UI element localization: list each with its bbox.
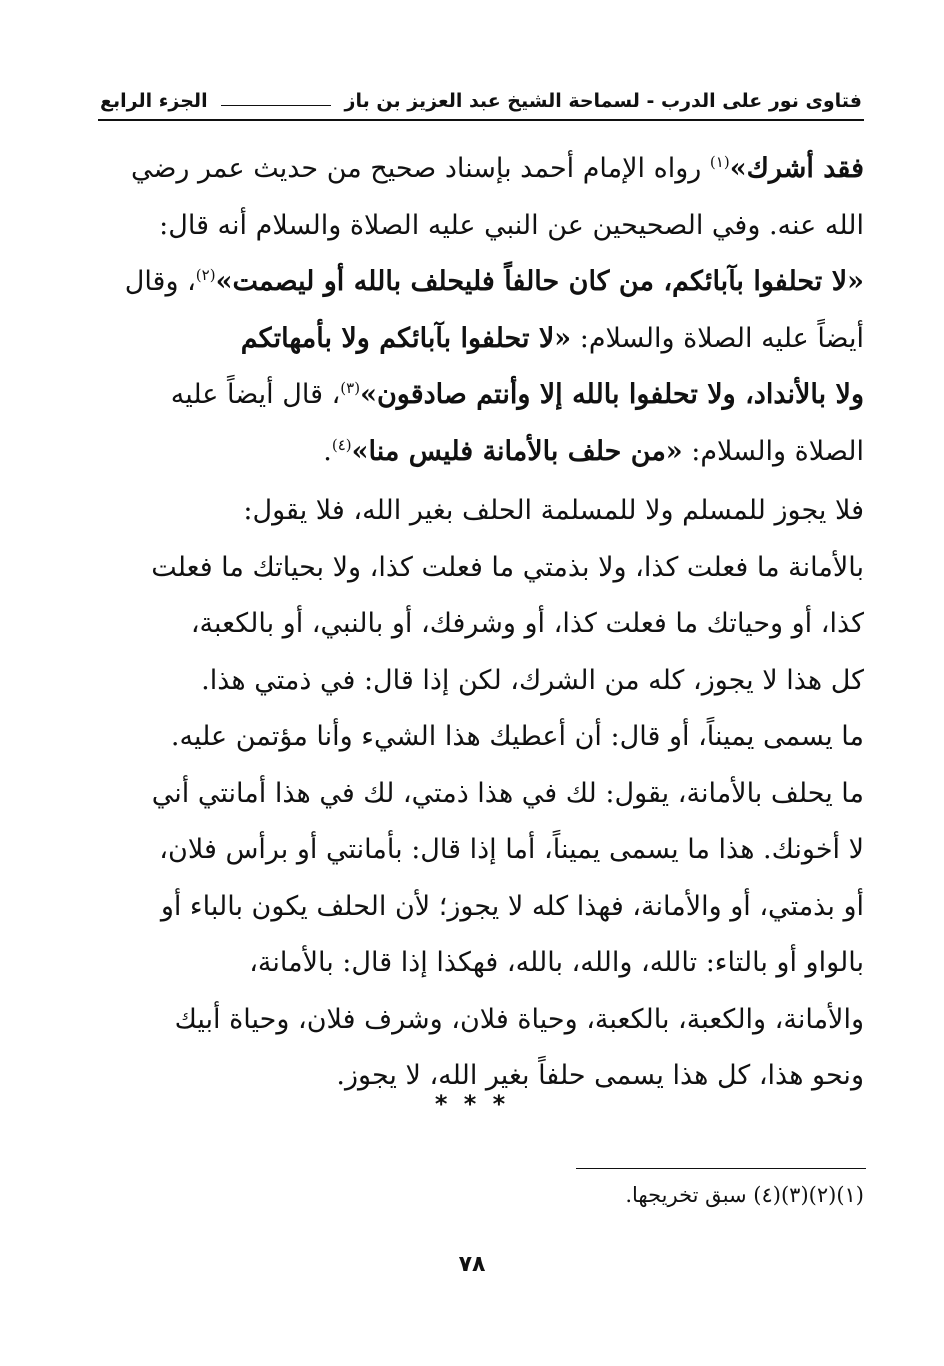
footnote-marker: (٢) — [195, 266, 216, 284]
header-rule — [98, 119, 864, 121]
footnote-marker: (٣) — [340, 379, 361, 397]
body-text: رواه الإمام أحمد بإسناد صحيح من حديث عمر رضي — [130, 153, 710, 184]
volume-label: الجزء الرابع — [100, 90, 208, 112]
text-line: ما يحلف بالأمانة، يقول: لك في هذا ذمتي، لك في هذا أمانتي أني — [151, 777, 864, 809]
header-dash — [221, 105, 331, 106]
text-line — [96, 198, 864, 255]
footnote-marker: (١) — [709, 153, 730, 171]
quoted-hadith: ولا بالأنداد، ولا تحلفوا بالله إلا وأنتم صادقون» — [360, 379, 864, 410]
text-line — [96, 367, 864, 424]
paragraph-hadith — [96, 141, 864, 480]
text-line: بالواو أو بالتاء: تالله، والله، بالله، فهكذا إذا قال: بالأمانة، — [249, 947, 864, 978]
paragraph-ruling — [96, 483, 864, 1105]
body-text: . — [323, 435, 332, 467]
book-title: فتاوى نور على الدرب - لسماحة الشيخ عبد العزيز بن باز — [344, 90, 862, 112]
text-line: والأمانة، والكعبة، بالكعبة، وحياة فلان، وشرف فلان، وحياة أبيك — [174, 1003, 864, 1035]
section-separator: * * * — [434, 1090, 510, 1118]
footnote-rule — [576, 1168, 866, 1169]
text-line: لا أخونك. هذا ما يسمى يميناً، أما إذا قال: بأمانتي أو برأس فلان، — [159, 834, 864, 865]
body-text: الصلاة والسلام: — [682, 435, 864, 467]
quoted-hadith: «من حلف بالأمانة فليس منا» — [351, 435, 683, 467]
quoted-hadith: «لا تحلفوا بآبائكم، من كان حالفاً فليحلف بالله أو ليصمت» — [215, 266, 864, 297]
text-line: فلا يجوز للمسلم ولا للمسلمة الحلف بغير الله، فلا يقول: — [243, 495, 864, 526]
footnote-marker: (٤) — [331, 435, 352, 454]
body-text: الله عنه. وفي الصحيحين عن النبي عليه الصلاة والسلام أنه قال: — [159, 209, 864, 241]
text-line — [96, 311, 864, 368]
body-text: ، قال أيضاً عليه — [170, 379, 341, 410]
quoted-hadith: فقد أشرك» — [729, 153, 864, 184]
running-header — [100, 78, 862, 112]
text-line: ما يسمى يميناً، أو قال: أن أعطيك هذا الشيء وأنا مؤتمن عليه. — [170, 721, 864, 752]
text-line — [96, 141, 864, 198]
quoted-hadith: «لا تحلفوا بآبائكم ولا بأمهاتكم — [240, 322, 572, 354]
text-line: بالأمانة ما فعلت كذا، ولا بذمتي ما فعلت كذا، ولا بحياتك ما فعلت — [151, 551, 864, 583]
body-text: ، وقال — [124, 266, 196, 297]
text-line — [96, 424, 864, 481]
text-line: كذا، أو وحياتك ما فعلت كذا، أو وشرفك، أو بالنبي، أو بالكعبة، — [190, 608, 864, 639]
page-number: ٧٨ — [458, 1252, 486, 1277]
text-line: كل هذا لا يجوز، كله من الشرك، لكن إذا قال: في ذمتي هذا. — [201, 664, 864, 696]
text-line: ونحو هذا، كل هذا يسمى حلفاً بغير الله، لا يجوز. — [336, 1060, 864, 1091]
footnote: (١)(٢)(٣)(٤) سبق تخريجها. — [625, 1183, 864, 1207]
text-line — [96, 254, 864, 311]
body-text: أيضاً عليه الصلاة والسلام: — [571, 322, 864, 354]
text-line: أو بذمتي، أو والأمانة، فهذا كله لا يجوز؛ لأن الحلف يكون بالباء أو — [160, 890, 864, 922]
